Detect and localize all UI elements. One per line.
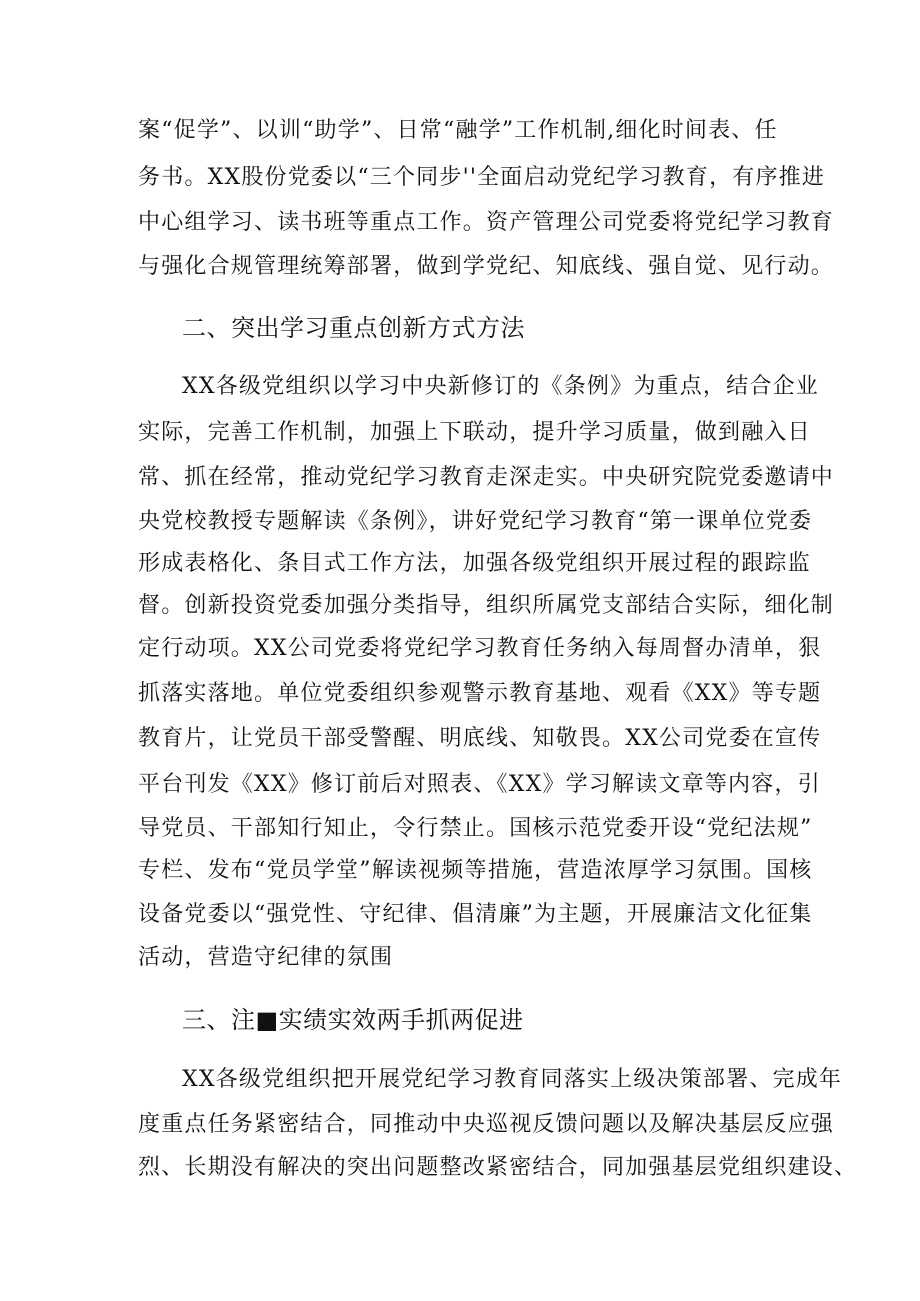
paragraph-2-line-5: 形成表格化、条目式工作方法，加强各级党组织开展过程的跟踪监 <box>138 551 811 576</box>
paragraph-2-line-10: 平台刊发《XX》修订前后对照表、《XX》学习解读文章等内容，引 <box>138 772 821 797</box>
paragraph-2-line-11: 导党员、干部知行知止，令行禁止。国核示范党委开设“党纪法规” <box>138 816 813 841</box>
paragraph-2-line-8: 抓落实落地。单位党委组织参观警示教育基地、观看《XX》等专题 <box>138 681 822 706</box>
paragraph-2-line-4: 央党校教授专题解读《条例》，讲好党纪学习教育“第一课单位党委 <box>138 509 813 534</box>
paragraph-1-line-1: 案“促学”、以训“助学”、日常“融学”工作机制,细化时间表、任 <box>138 118 778 143</box>
paragraph-2-line-7: 定行动项。XX公司党委将党纪学习教育任务纳入每周督办清单，狠 <box>138 636 822 661</box>
paragraph-1-line-3: 中心组学习、读书班等重点工作。资产管理公司党委将党纪学习教育 <box>138 210 835 235</box>
section-heading-2: 二、突出学习重点创新方式方法 <box>182 314 525 342</box>
paragraph-3-line-1: XX各级党组织把开展党纪学习教育同落实上级决策部署、完成年 <box>182 1067 843 1092</box>
paragraph-3-line-2: 度重点任务紧密结合，同推动中央巡视反馈问题以及解决基层反应强 <box>138 1112 835 1137</box>
paragraph-2-line-9: 教育片，让党员干部受警醒、明底线、知敬畏。XX公司党委在宣传 <box>138 726 822 751</box>
paragraph-2-line-14: 活动，营造守纪律的氛围 <box>138 945 394 970</box>
paragraph-2-line-1: XX各级党组织以学习中央新修订的《条例》为重点，结合企业 <box>182 374 819 399</box>
paragraph-2-line-3: 常、抓在经常，推动党纪学习教育走深走实。中央研究院党委邀请中 <box>138 465 835 490</box>
paragraph-2-line-12: 专栏、发布“党员学堂”解读视频等措施，营造浓厚学习氛围。国核 <box>138 858 813 883</box>
paragraph-2-line-2: 实际，完善工作机制，加强上下联动，提升学习质量，做到融入日 <box>138 420 811 445</box>
paragraph-1-line-4: 与强化合规管理统筹部署，做到学党纪、知底线、强自觉、见行动。 <box>138 254 835 279</box>
paragraph-2-line-13: 设备党委以“强党性、守纪律、倡清廉”为主题，开展廉洁文化征集 <box>138 902 813 927</box>
paragraph-1-line-2: 务书。XX股份党委以“三个同步''全面启动党纪学习教育，有序推进 <box>138 165 826 190</box>
paragraph-2-line-6: 督。创新投资党委加强分类指导，组织所属党支部结合实际，细化制 <box>138 593 835 618</box>
section-heading-3: 三、注■实绩实效两手抓两促进 <box>182 1006 524 1034</box>
paragraph-3-line-3: 烈、长期没有解决的突出问题整改紧密结合，同加强基层党组织建设、 <box>138 1155 858 1180</box>
